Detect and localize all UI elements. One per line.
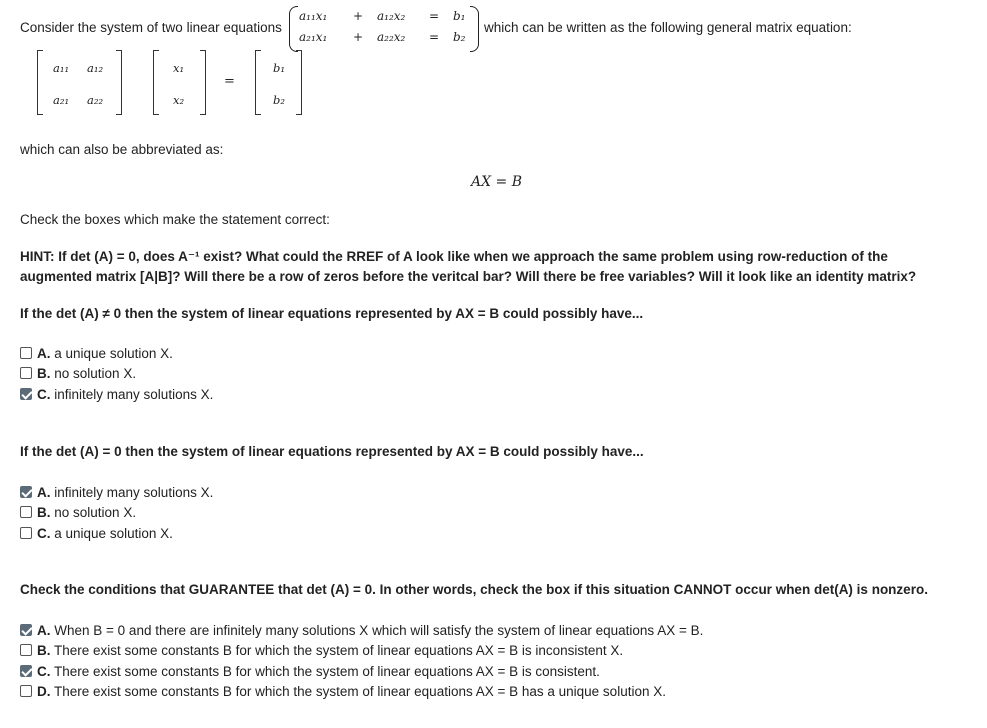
q1-checkbox-b[interactable] [20, 367, 32, 379]
instruction-text: Check the boxes which make the statement correct: [20, 212, 330, 227]
q3-option-d[interactable] [37, 684, 666, 699]
option-letter: C. [37, 664, 51, 679]
term: a₂₁x₁ [299, 30, 328, 44]
matrix-b [255, 50, 302, 113]
q2-option-c[interactable] [37, 526, 173, 541]
option-text: infinitely many solutions X. [54, 485, 214, 500]
hint-line-1: HINT: If det (A) = 0, does A⁻¹ exist? What could the RREF of A look like when we approach the same problem using row-reduction of the [20, 249, 888, 264]
q2-checkbox-a[interactable] [20, 486, 32, 498]
option-letter: A. [37, 346, 51, 361]
option-letter: B. [37, 366, 51, 381]
matrix-a-cell: a₁₁ [53, 61, 70, 75]
matrix-a-cell: a₂₂ [87, 93, 104, 107]
option-text: a unique solution X. [54, 346, 173, 361]
q3-option-b[interactable] [37, 643, 623, 658]
q2-checkbox-b[interactable] [20, 506, 32, 518]
matrix-equals: = [224, 74, 235, 89]
abbrev-equation: AX = B [471, 174, 522, 190]
hint-line-2: augmented matrix [A|B]? Will there be a row of zeros before the veritcal bar? Will there be free variables? Will it look like an identity matrix? [20, 269, 917, 284]
system-row-2 [297, 30, 471, 48]
rhs: b₂ [453, 30, 466, 44]
q1-prompt: If the det (A) ≠ 0 then the system of linear equations represented by AX = B could possibly have... [20, 306, 644, 321]
q3-checkbox-c[interactable] [20, 665, 32, 677]
option-text: infinitely many solutions X. [54, 387, 214, 402]
right-paren [470, 6, 479, 52]
option-text: no solution X. [54, 366, 137, 381]
matrix-x [153, 50, 206, 113]
q3-checkbox-b[interactable] [20, 644, 32, 656]
q3-checkbox-a[interactable] [20, 624, 32, 636]
q1-option-b[interactable] [37, 366, 136, 381]
intro-text: Consider the system of two linear equations [20, 20, 282, 35]
q3-option-c[interactable] [37, 664, 600, 679]
equals-sign: = [429, 30, 440, 44]
matrix-a-cell: a₂₁ [53, 93, 70, 107]
bracket-left [37, 50, 43, 115]
plus-sign: + [353, 30, 364, 44]
matrix-b-cell: b₁ [273, 61, 285, 75]
option-letter: C. [37, 526, 51, 541]
option-letter: C. [37, 387, 51, 402]
bracket-left [153, 50, 159, 115]
equals-sign: = [429, 9, 440, 23]
matrix-x-cell: x₂ [173, 93, 185, 107]
option-text: There exist some constants B for which the system of linear equations AX = B is inconsistent X. [54, 643, 624, 658]
q3-prompt: Check the conditions that GUARANTEE that det (A) = 0. In other words, check the box if this situation CANNOT occur when det(A) is nonzero. [20, 582, 928, 597]
q2-prompt: If the det (A) = 0 then the system of linear equations represented by AX = B could possibly have... [20, 444, 644, 459]
option-text: a unique solution X. [54, 526, 173, 541]
term: a₁₂x₂ [377, 9, 406, 23]
bracket-right [116, 50, 122, 115]
q1-option-a[interactable] [37, 346, 173, 361]
option-text: no solution X. [54, 505, 137, 520]
option-text: There exist some constants B for which the system of linear equations AX = B is consistent. [54, 664, 600, 679]
q3-option-a[interactable] [37, 623, 703, 638]
bracket-right [200, 50, 206, 115]
q1-option-c[interactable] [37, 387, 213, 402]
option-text: When B = 0 and there are infinitely many solutions X which will satisfy the system of linear equations AX = B. [54, 623, 704, 638]
option-letter: A. [37, 485, 51, 500]
term: a₁₁x₁ [299, 9, 328, 23]
intro-text-after: which can be written as the following general matrix equation: [484, 20, 852, 35]
q2-option-a[interactable] [37, 485, 213, 500]
matrix-x-cell: x₁ [173, 61, 185, 75]
system-row-1 [297, 9, 471, 27]
plus-sign: + [353, 9, 364, 23]
abbrev-text: which can also be abbreviated as: [20, 142, 224, 157]
q2-checkbox-c[interactable] [20, 527, 32, 539]
option-letter: B. [37, 505, 51, 520]
matrix-b-cell: b₂ [273, 93, 285, 107]
q2-option-b[interactable] [37, 505, 136, 520]
equation-system [289, 6, 479, 50]
option-letter: D. [37, 684, 51, 699]
q1-checkbox-c[interactable] [20, 388, 32, 400]
term: a₂₂x₂ [377, 30, 406, 44]
matrix-a-cell: a₁₂ [87, 61, 104, 75]
bracket-left [255, 50, 261, 115]
option-letter: A. [37, 623, 51, 638]
matrix-a [37, 50, 122, 113]
bracket-right [296, 50, 302, 115]
rhs: b₁ [453, 9, 466, 23]
q1-checkbox-a[interactable] [20, 347, 32, 359]
q3-checkbox-d[interactable] [20, 685, 32, 697]
option-letter: B. [37, 643, 51, 658]
option-text: There exist some constants B for which the system of linear equations AX = B has a unique solution X. [54, 684, 666, 699]
